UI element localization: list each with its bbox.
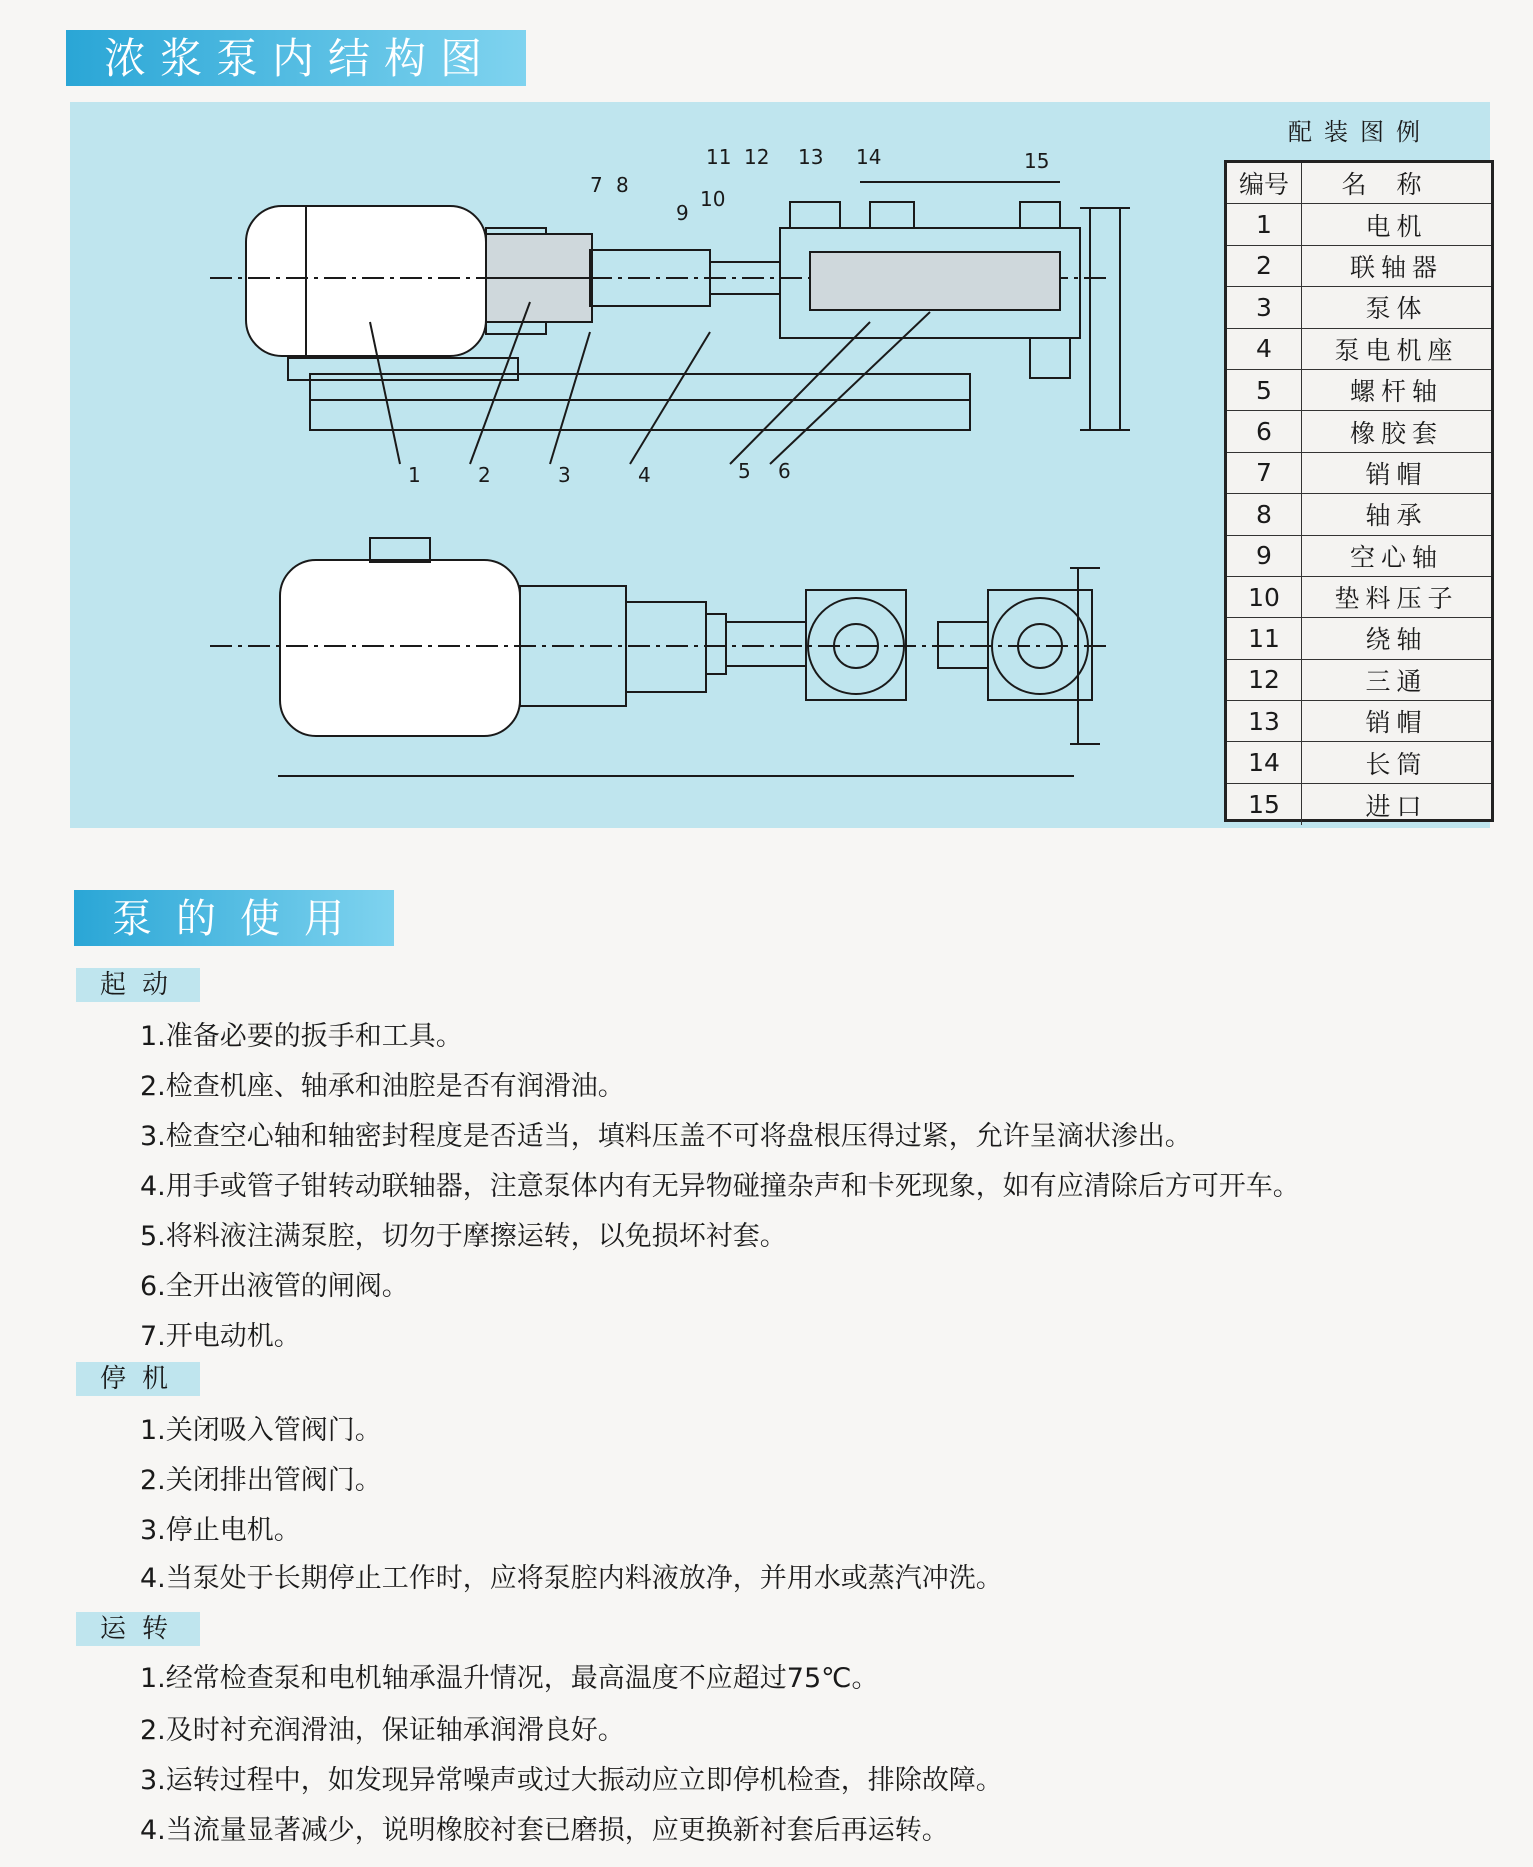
legend-row <box>1227 618 1491 659</box>
usage-section-title: 泵的使用 <box>74 890 394 946</box>
legend-row <box>1227 536 1491 577</box>
legend-no: 6 <box>1227 411 1302 451</box>
legend-name: 泵电机座 <box>1334 335 1459 365</box>
callout-3: 3 <box>558 463 571 487</box>
legend-name: 绕轴 <box>1365 625 1428 655</box>
legend-no: 8 <box>1227 494 1302 534</box>
start-step: 1.准备必要的扳手和工具。 <box>140 1021 463 1052</box>
legend-no: 15 <box>1227 784 1302 825</box>
legend-row <box>1227 287 1491 328</box>
legend-row <box>1227 742 1491 783</box>
motor-side-view <box>246 206 486 356</box>
start-step: 4.用手或管子钳转动联轴器，注意泵体内有无异物碰撞杂声和卡死现象，如有应清除后方可开车。 <box>140 1171 1300 1202</box>
callout-10: 10 <box>700 187 726 211</box>
legend-no: 12 <box>1227 660 1302 700</box>
legend-no: 13 <box>1227 701 1302 741</box>
legend-name: 进口 <box>1365 791 1428 821</box>
legend-row <box>1227 411 1491 452</box>
start-step: 5.将料液注满泵腔，切勿于摩擦运转，以免损坏衬套。 <box>140 1221 787 1252</box>
legend-name: 长筒 <box>1365 749 1428 779</box>
run-step: 4.当流量显著减少，说明橡胶衬套已磨损，应更换新衬套后再运转。 <box>140 1815 949 1846</box>
callout-2: 2 <box>478 463 491 487</box>
legend-name: 销帽 <box>1365 459 1428 489</box>
callout-1: 1 <box>408 463 421 487</box>
stop-label: 停机 <box>76 1362 200 1396</box>
legend-no: 3 <box>1227 287 1302 327</box>
callout-11: 11 <box>706 145 732 169</box>
legend-no: 14 <box>1227 742 1302 782</box>
legend-no: 7 <box>1227 453 1302 493</box>
start-step: 3.检查空心轴和轴密封程度是否适当，填料压盖不可将盘根压得过紧，允许呈滴状渗出。 <box>140 1121 1192 1152</box>
legend-row <box>1227 660 1491 701</box>
legend-name: 空心轴 <box>1349 542 1443 572</box>
legend-row <box>1227 370 1491 411</box>
legend-row <box>1227 453 1491 494</box>
callout-8: 8 <box>616 173 629 197</box>
start-step: 2.检查机座、轴承和油腔是否有润滑油。 <box>140 1071 625 1102</box>
legend-no: 10 <box>1227 577 1302 617</box>
legend-row <box>1227 329 1491 370</box>
callout-13: 13 <box>798 145 824 169</box>
legend-title: 配装图例 <box>1288 118 1432 146</box>
callout-5: 5 <box>738 459 751 483</box>
legend-row <box>1227 204 1491 245</box>
run-label: 运转 <box>76 1612 200 1646</box>
legend-row <box>1227 246 1491 287</box>
stop-step: 3.停止电机。 <box>140 1515 301 1546</box>
legend-no: 4 <box>1227 329 1302 369</box>
start-step: 7.开电动机。 <box>140 1321 301 1352</box>
legend-name: 电机 <box>1365 211 1428 241</box>
motor-plan-view <box>280 560 520 736</box>
start-label: 起动 <box>76 968 200 1002</box>
structure-diagram-title: 浓浆泵内结构图 <box>66 30 526 86</box>
legend-header-row <box>1227 163 1491 204</box>
legend-no: 11 <box>1227 618 1302 658</box>
legend-name: 垫料压子 <box>1334 584 1459 614</box>
legend-name: 三通 <box>1365 666 1428 696</box>
callout-9: 9 <box>676 201 689 225</box>
stop-step: 2.关闭排出管阀门。 <box>140 1465 382 1496</box>
callout-15: 15 <box>1024 149 1050 173</box>
legend-row <box>1227 784 1491 825</box>
legend-no: 9 <box>1227 536 1302 576</box>
legend-name: 泵体 <box>1365 294 1428 324</box>
legend-no: 2 <box>1227 246 1302 286</box>
legend-name: 联轴器 <box>1349 252 1443 282</box>
legend-name: 螺杆轴 <box>1349 377 1443 407</box>
callout-4: 4 <box>638 463 651 487</box>
callout-7: 7 <box>590 173 603 197</box>
callout-6: 6 <box>778 459 791 483</box>
legend-no: 1 <box>1227 204 1302 244</box>
legend-name: 轴承 <box>1365 501 1428 531</box>
legend-name: 橡胶套 <box>1349 418 1443 448</box>
run-step: 3.运转过程中，如发现异常噪声或过大振动应立即停机检查，排除故障。 <box>140 1765 1003 1796</box>
callout-14: 14 <box>856 145 882 169</box>
callout-12: 12 <box>744 145 770 169</box>
stop-step: 1.关闭吸入管阀门。 <box>140 1415 382 1446</box>
pump-base <box>310 374 970 430</box>
start-step: 6.全开出液管的闸阀。 <box>140 1271 409 1302</box>
legend-header-no: 编号 <box>1227 163 1302 203</box>
legend-header-name: 名称 <box>1341 170 1452 200</box>
run-step: 2.及时衬充润滑油，保证轴承润滑良好。 <box>140 1715 625 1746</box>
stop-step: 4.当泵处于长期停止工作时，应将泵腔内料液放净，并用水或蒸汽冲洗。 <box>140 1563 1003 1594</box>
run-step: 1.经常检查泵和电机轴承温升情况，最高温度不应超过75℃。 <box>140 1663 879 1694</box>
legend-no: 5 <box>1227 370 1302 410</box>
legend-row <box>1227 701 1491 742</box>
legend-table <box>1224 160 1494 822</box>
legend-row <box>1227 577 1491 618</box>
legend-row <box>1227 494 1491 535</box>
legend-name: 销帽 <box>1365 708 1428 738</box>
